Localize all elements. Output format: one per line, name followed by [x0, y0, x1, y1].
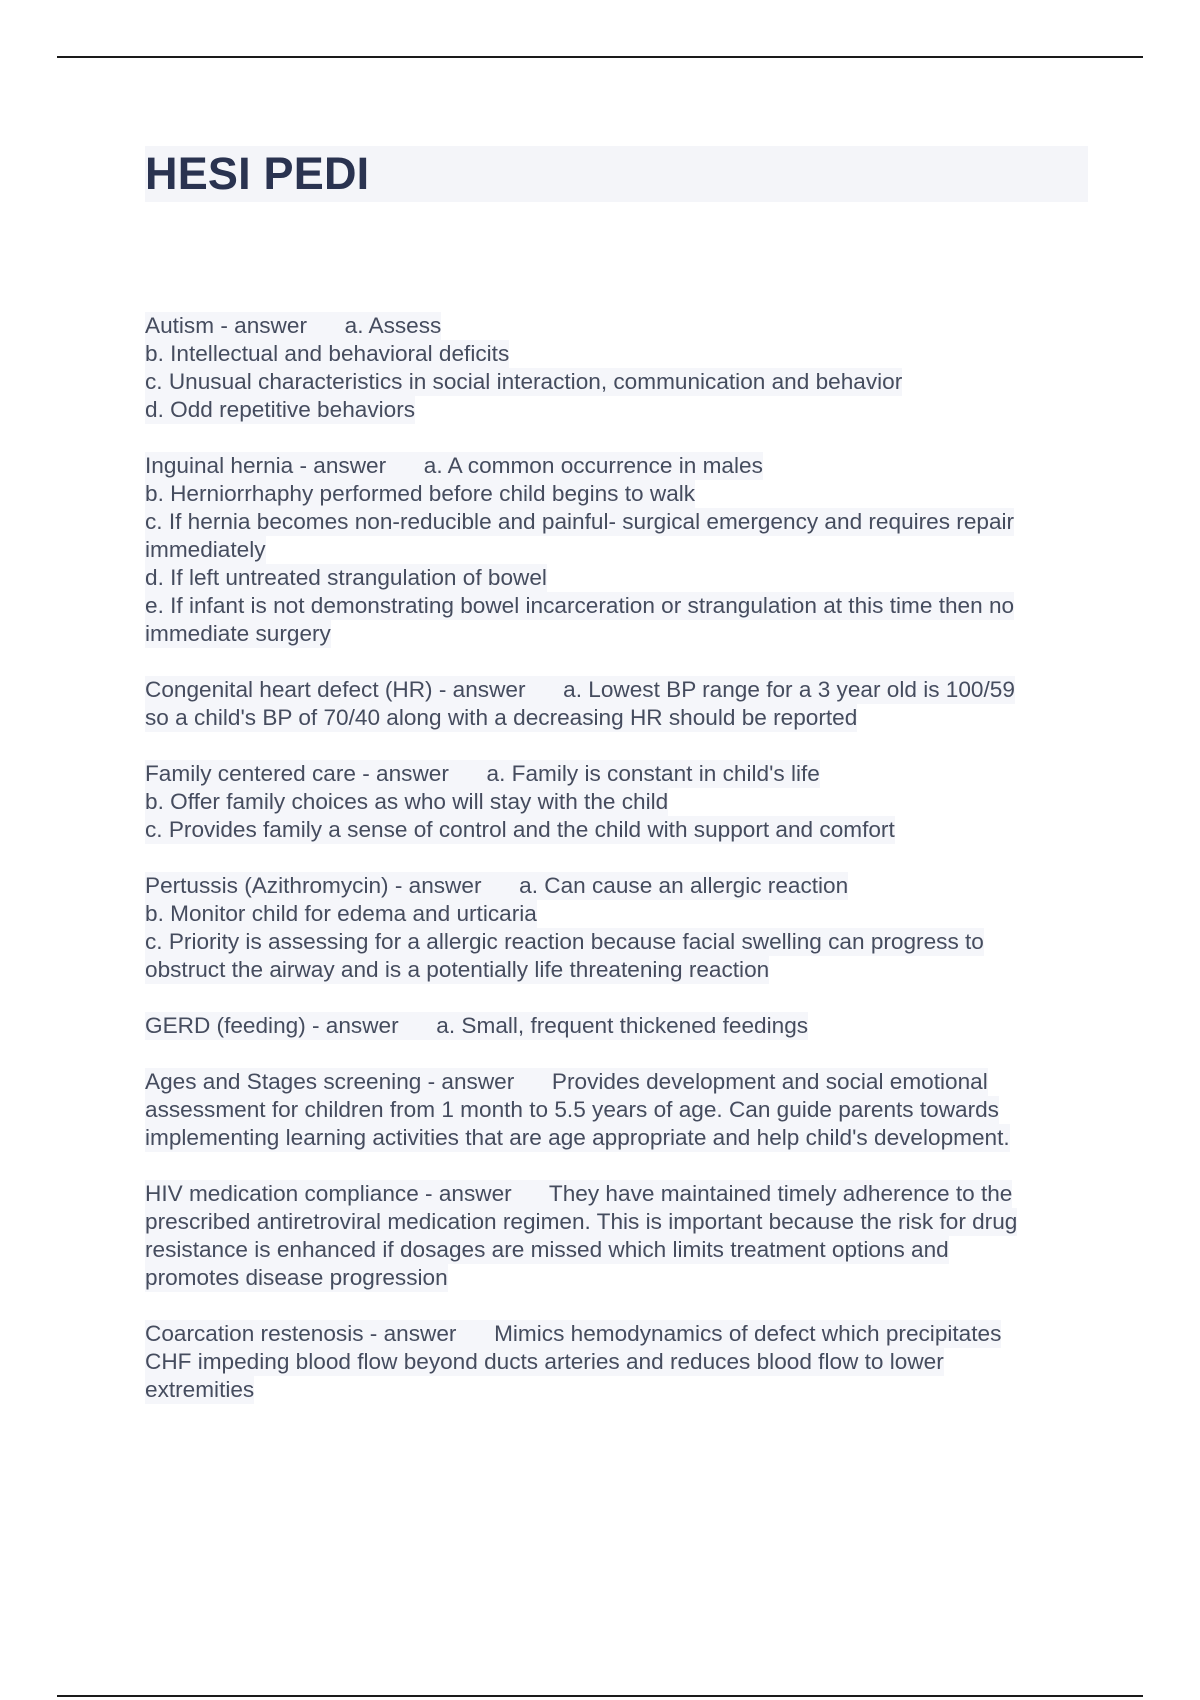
entry-line: Ages and Stages screening - answer Provides development and social emotional	[145, 1069, 988, 1094]
entry-line: b. Offer family choices as who will stay with the child	[145, 789, 669, 814]
entry-family-centered-care	[145, 760, 1090, 844]
entry-line: so a child's BP of 70/40 along with a decreasing HR should be reported	[145, 705, 858, 730]
entry-line: b. Intellectual and behavioral deficits	[145, 341, 510, 366]
entry-line: implementing learning activities that are age appropriate and help child's development.	[145, 1125, 1010, 1150]
entry-inguinal-hernia	[145, 452, 1090, 648]
entry-line: Family centered care - answer a. Family is constant in child's life	[145, 761, 820, 786]
top-rule	[57, 56, 1143, 58]
entry-line: assessment for children from 1 month to 5.5 years of age. Can guide parents towards	[145, 1097, 999, 1122]
entry-line: resistance is enhanced if dosages are missed which limits treatment options and	[145, 1237, 949, 1262]
entry-line: prescribed antiretroviral medication regimen. This is important because the risk for drug	[145, 1209, 1018, 1234]
entry-coarctation-restenosis	[145, 1320, 1090, 1404]
entry-line: d. If left untreated strangulation of bowel	[145, 565, 547, 590]
entry-line: Inguinal hernia - answer a. A common occurrence in males	[145, 453, 763, 478]
entry-line: GERD (feeding) - answer a. Small, frequent thickened feedings	[145, 1013, 809, 1038]
entry-ages-and-stages	[145, 1068, 1090, 1152]
entry-line: c. Unusual characteristics in social interaction, communication and behavior	[145, 369, 903, 394]
entry-congenital-heart-defect	[145, 676, 1090, 732]
entry-line: Coarcation restenosis - answer Mimics hemodynamics of defect which precipitates	[145, 1321, 1002, 1346]
entry-line: e. If infant is not demonstrating bowel incarceration or strangulation at this time then no	[145, 593, 1015, 618]
page-title: HESI PEDI	[145, 148, 370, 199]
entry-line: HIV medication compliance - answer They have maintained timely adherence to the	[145, 1181, 1013, 1206]
bottom-rule	[57, 1695, 1143, 1697]
entry-line: Congenital heart defect (HR) - answer a. Lowest BP range for a 3 year old is 100/59	[145, 677, 1015, 702]
entry-pertussis	[145, 872, 1090, 984]
entry-line: Pertussis (Azithromycin) - answer a. Can cause an allergic reaction	[145, 873, 849, 898]
entry-line: immediate surgery	[145, 621, 331, 646]
entry-line: obstruct the airway and is a potentially life threatening reaction	[145, 957, 770, 982]
entry-line: Autism - answer a. Assess	[145, 313, 442, 338]
entry-line: c. Priority is assessing for a allergic reaction because facial swelling can progress to	[145, 929, 984, 954]
entry-line: d. Odd repetitive behaviors	[145, 397, 416, 422]
entry-autism	[145, 312, 1090, 424]
entry-line: CHF impeding blood flow beyond ducts arteries and reduces blood flow to lower	[145, 1349, 944, 1374]
entry-line: c. If hernia becomes non-reducible and painful- surgical emergency and requires repair	[145, 509, 1015, 534]
entry-line: b. Herniorrhaphy performed before child begins to walk	[145, 481, 696, 506]
document-body	[145, 312, 1090, 1432]
entry-line: c. Provides family a sense of control and the child with support and comfort	[145, 817, 895, 842]
entry-line: immediately	[145, 537, 266, 562]
entry-line: promotes disease progression	[145, 1265, 448, 1290]
entry-hiv-compliance	[145, 1180, 1090, 1292]
entry-gerd	[145, 1012, 1090, 1040]
entry-line: extremities	[145, 1377, 255, 1402]
entry-line: b. Monitor child for edema and urticaria	[145, 901, 537, 926]
